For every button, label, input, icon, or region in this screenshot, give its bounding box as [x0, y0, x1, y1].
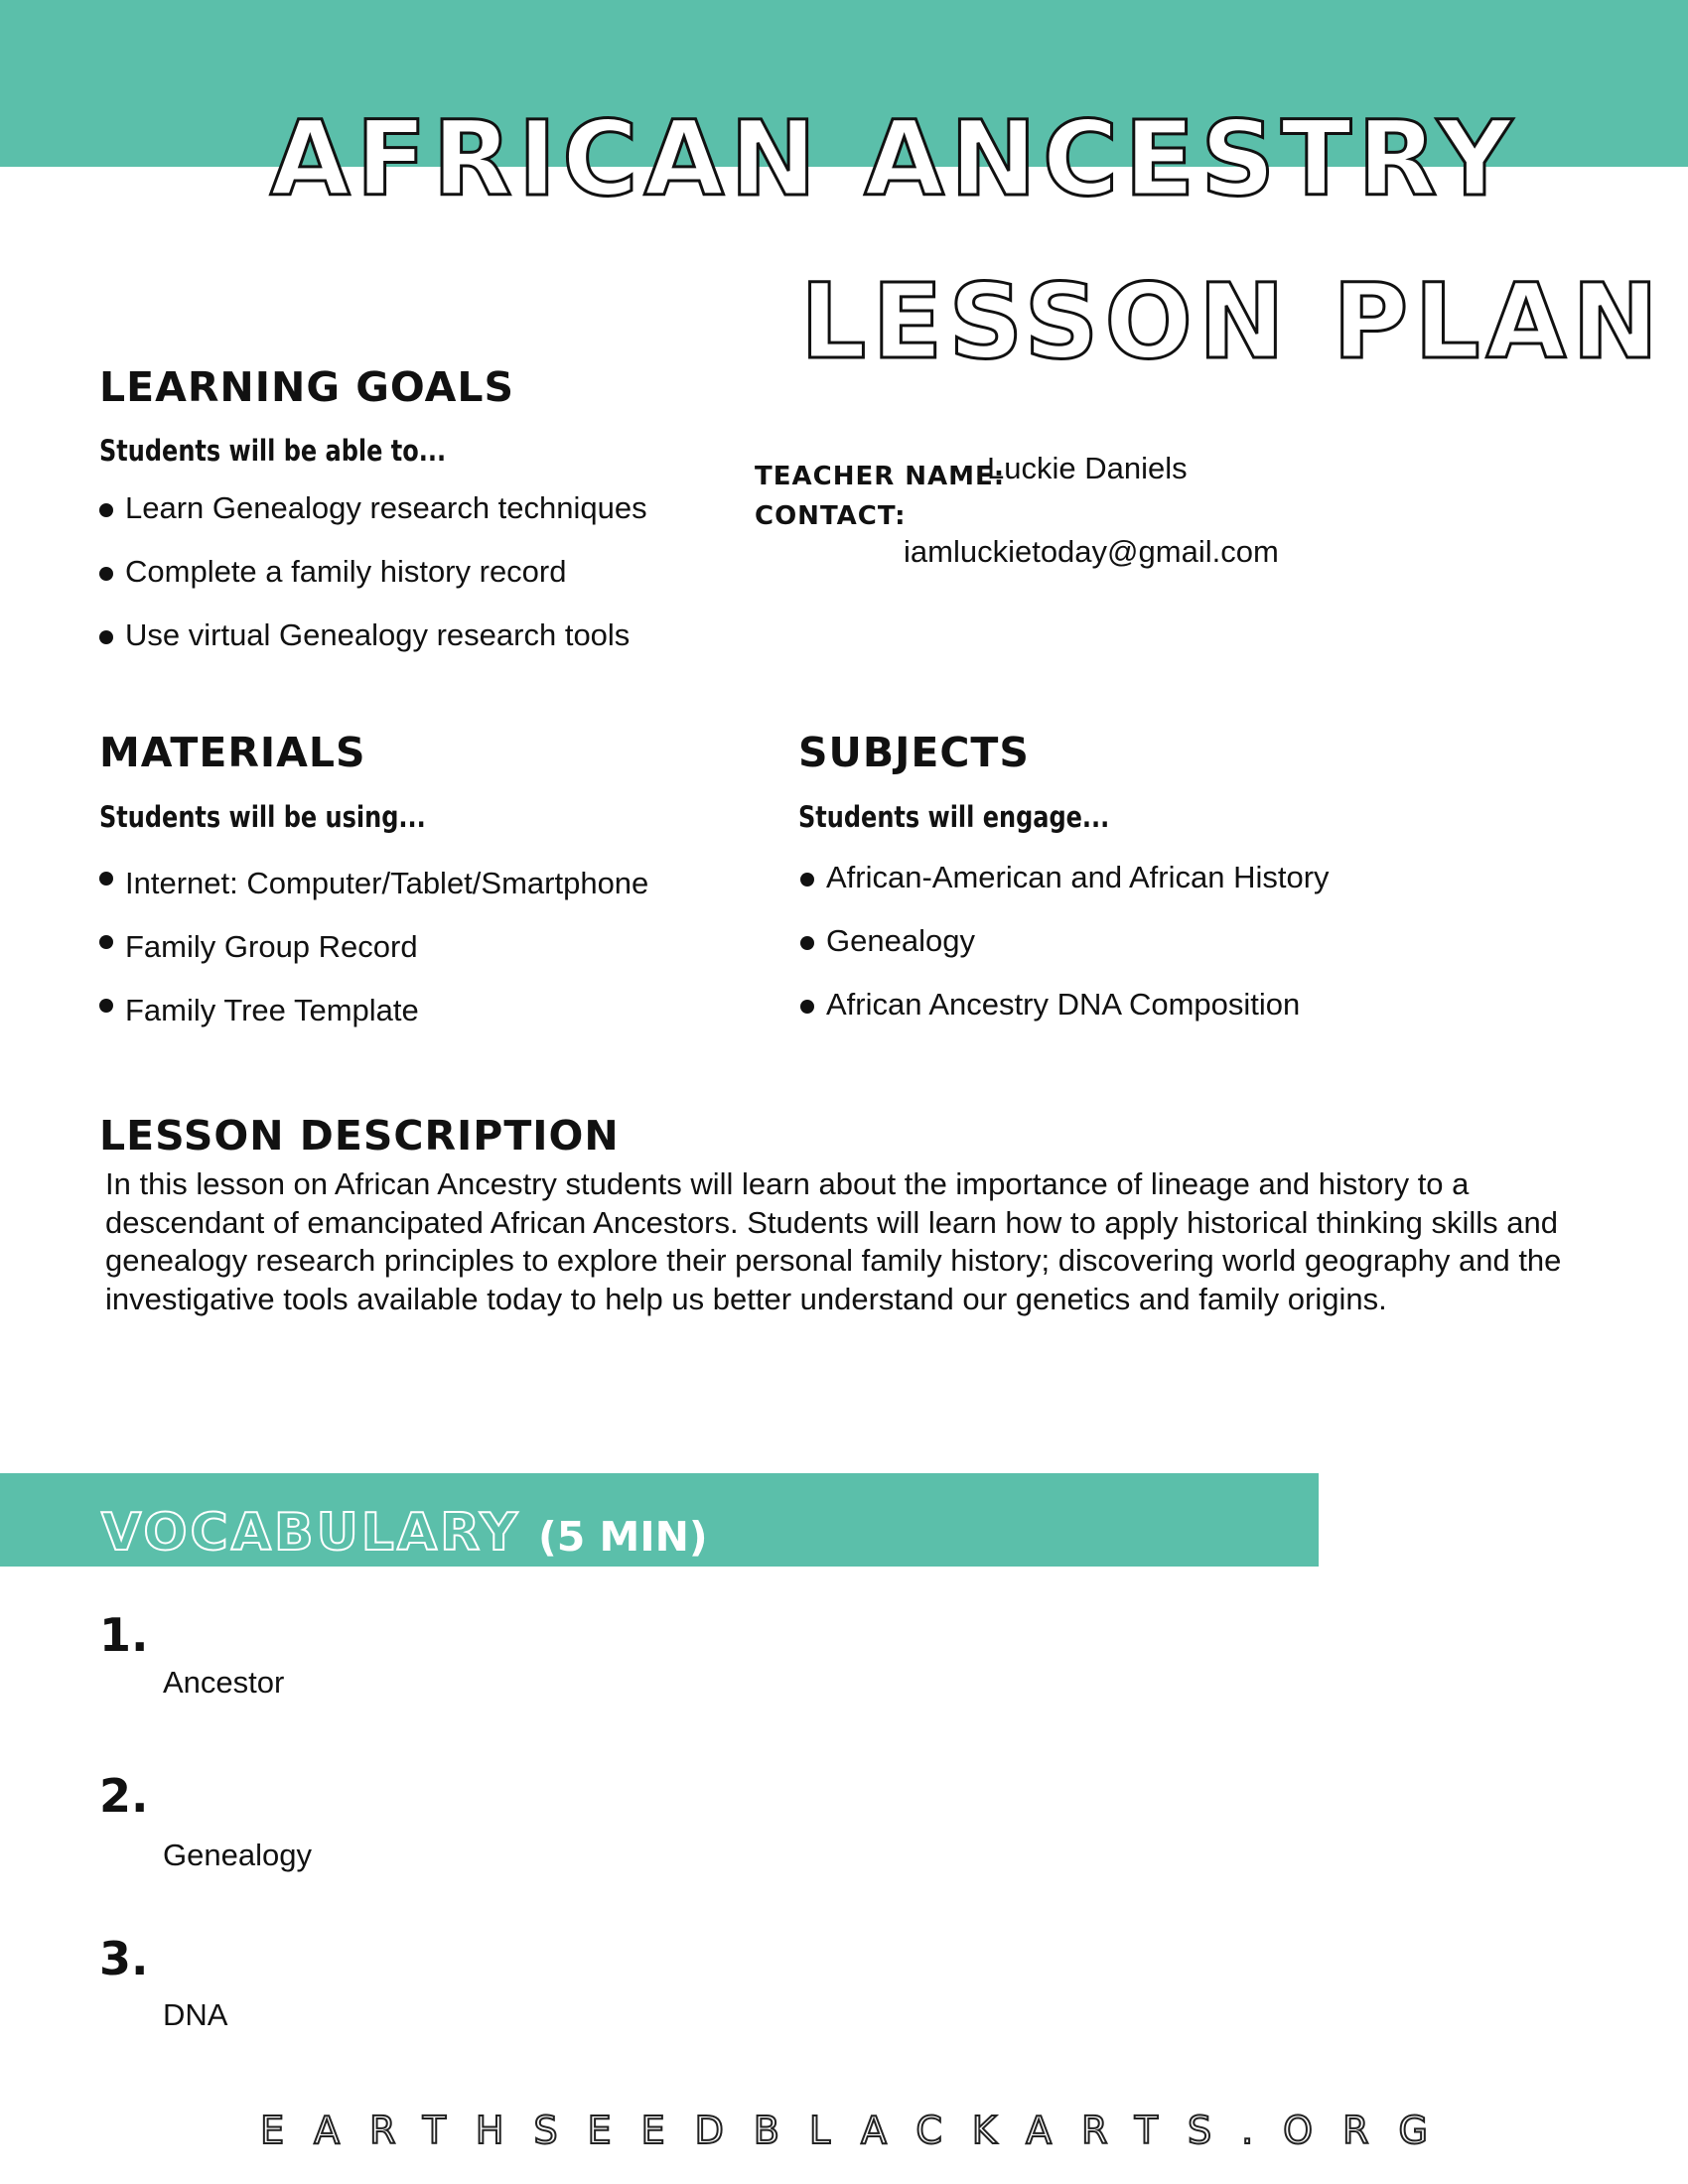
materials-heading: MATERIALS: [99, 729, 366, 776]
lesson-description-heading: LESSON DESCRIPTION: [99, 1112, 620, 1160]
vocabulary-number: 1.: [99, 1608, 149, 1662]
bullet-icon: [99, 872, 113, 886]
list-item: Genealogy: [800, 909, 1330, 973]
lesson-description-text: In this lesson on African Ancestry students will learn about the importance of lineage and history to a descendant of emancipated African Ancestors. Students will learn how to apply historical thinking skills and genealogy research principles to explore their personal family history; discovering world geography and the investigative tools available today to help us better understand our genetics and family origins.: [105, 1166, 1562, 1316]
teacher-name: Luckie Daniels: [987, 451, 1188, 485]
vocabulary-number: 2.: [99, 1769, 149, 1823]
learning-goals-heading: LEARNING GOALS: [99, 363, 515, 411]
footer-website: EARTHSEEDBLACKARTS.ORG: [260, 2109, 1458, 2152]
bullet-icon: [800, 1000, 814, 1014]
list-item: African Ancestry DNA Composition: [800, 973, 1330, 1036]
subjects-list: [800, 846, 1330, 1036]
bullet-icon: [800, 873, 814, 887]
vocabulary-number: 3.: [99, 1932, 149, 1985]
bullet-icon: [99, 935, 113, 949]
bullet-icon: [99, 999, 113, 1013]
materials-subheading: Students will be using...: [99, 800, 426, 834]
title-line-1: AFRICAN ANCESTRY: [270, 98, 1518, 219]
subjects-subheading: Students will engage...: [798, 800, 1110, 834]
bullet-icon: [99, 567, 113, 581]
list-item: Complete a family history record: [99, 540, 647, 604]
vocabulary-title: VOCABULARY: [101, 1503, 521, 1563]
learning-goals-list: [99, 477, 647, 667]
list-item: Family Tree Template: [99, 979, 648, 1042]
list-item: Internet: Computer/Tablet/Smartphone: [99, 852, 648, 915]
materials-list: [99, 852, 648, 1042]
learning-goals-subheading: Students will be able to...: [99, 434, 447, 468]
list-item: Learn Genealogy research techniques: [99, 477, 647, 540]
vocabulary-term: Ancestor: [163, 1665, 285, 1700]
bullet-icon: [99, 503, 113, 517]
vocabulary-term: DNA: [163, 1997, 228, 2032]
list-item: Family Group Record: [99, 915, 648, 979]
bullet-icon: [800, 936, 814, 950]
vocabulary-duration: (5 MIN): [538, 1513, 708, 1561]
title-line-2: LESSON PLAN: [800, 261, 1665, 382]
contact-label: CONTACT:: [755, 501, 907, 531]
vocabulary-term: Genealogy: [163, 1838, 312, 1872]
bullet-icon: [99, 630, 113, 644]
list-item: African-American and African History: [800, 846, 1330, 909]
subjects-heading: SUBJECTS: [798, 729, 1030, 776]
contact-email: iamluckietoday@gmail.com: [904, 534, 1279, 569]
list-item: Use virtual Genealogy research tools: [99, 604, 647, 667]
teacher-name-label: TEACHER NAME:: [755, 462, 1006, 491]
